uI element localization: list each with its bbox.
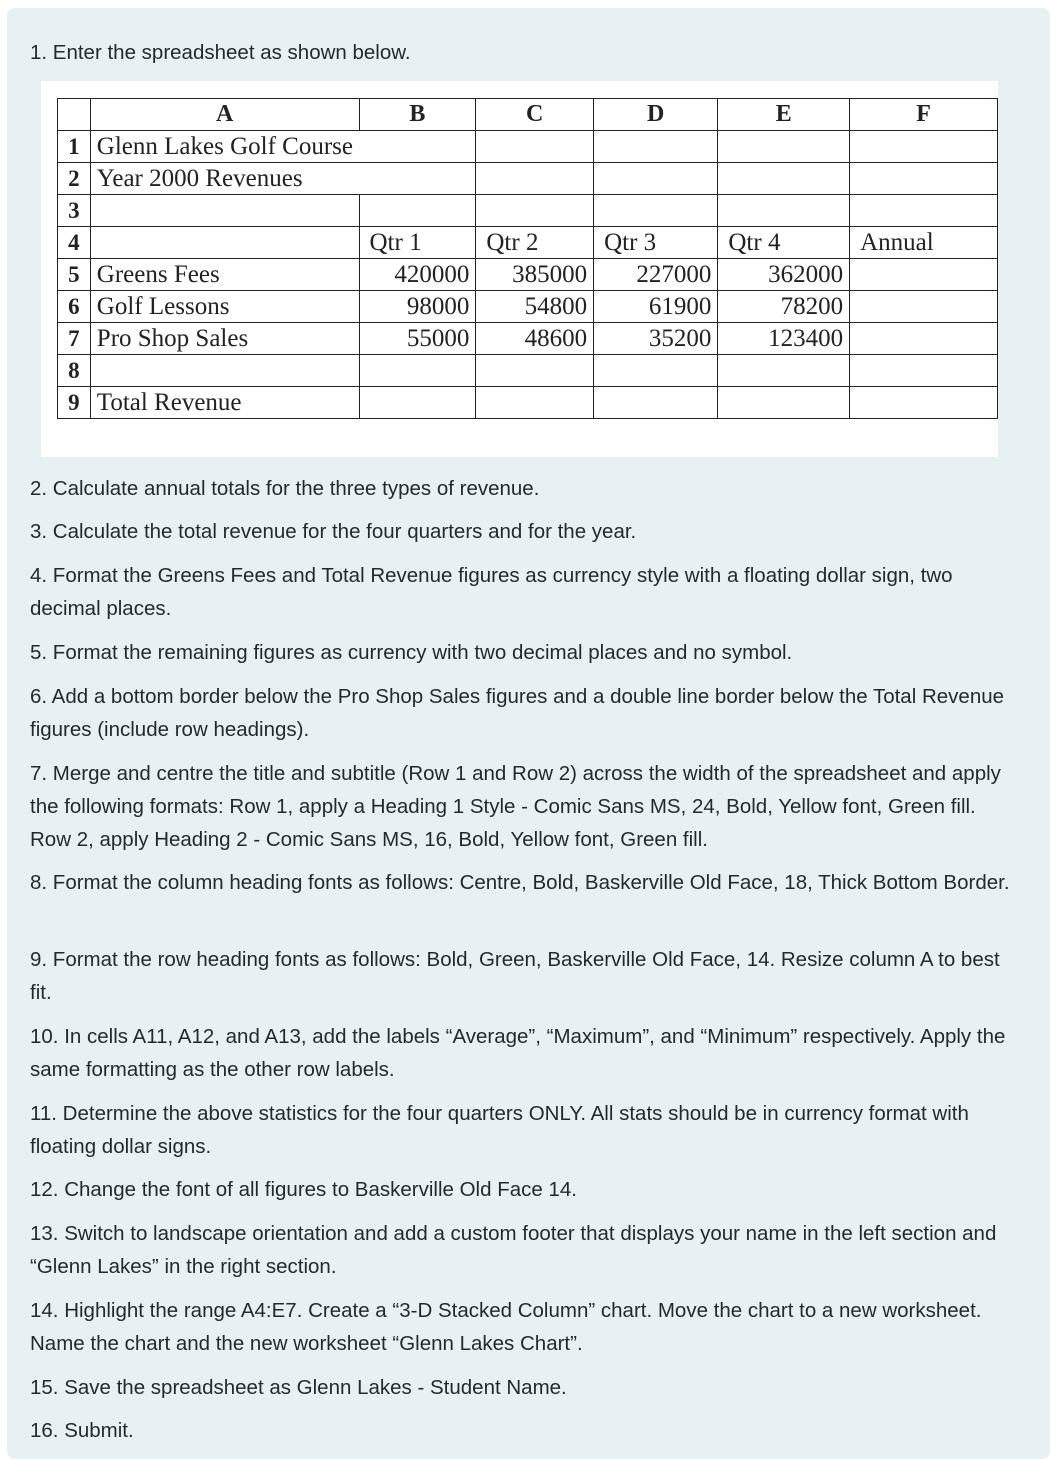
cell-f9 — [850, 387, 998, 419]
row-header: 2 — [58, 163, 91, 195]
cell-b2 — [359, 163, 476, 195]
cell-f2 — [850, 163, 998, 195]
cell-f1 — [850, 131, 998, 163]
cell-f3 — [850, 195, 998, 227]
row-header: 4 — [58, 227, 91, 259]
cell-a2: Year 2000 Revenues — [90, 163, 359, 195]
cell-f6 — [850, 291, 998, 323]
row-header: 5 — [58, 259, 91, 291]
row-header: 8 — [58, 355, 91, 387]
cell-b8 — [359, 355, 476, 387]
cell-e9 — [718, 387, 850, 419]
cell-a8 — [90, 355, 359, 387]
column-header-f: F — [850, 99, 998, 131]
column-header-row — [58, 99, 998, 131]
cell-c2 — [476, 163, 594, 195]
row-header: 3 — [58, 195, 91, 227]
cell-a6: Golf Lessons — [90, 291, 359, 323]
row-header: 6 — [58, 291, 91, 323]
step-15: 15. Save the spreadsheet as Glenn Lakes - Student Name. — [30, 1376, 567, 1399]
cell-f7 — [850, 323, 998, 355]
step-13: 13. Switch to landscape orientation and add a custom footer that displays your name in the left section and “Glenn Lakes” in the right section. — [30, 1222, 997, 1278]
cell-a5: Greens Fees — [90, 259, 359, 291]
cell-f8 — [850, 355, 998, 387]
cell-d2 — [594, 163, 718, 195]
cell-a1: Glenn Lakes Golf Course — [90, 131, 359, 163]
sheet-row — [58, 291, 998, 323]
cell-c3 — [476, 195, 594, 227]
cell-e5: 362000 — [718, 259, 850, 291]
cell-f5 — [850, 259, 998, 291]
cell-b6: 98000 — [359, 291, 476, 323]
cell-a7: Pro Shop Sales — [90, 323, 359, 355]
cell-d8 — [594, 355, 718, 387]
cell-e8 — [718, 355, 850, 387]
sheet-row — [58, 131, 998, 163]
sheet-row — [58, 387, 998, 419]
step-10: 10. In cells A11, A12, and A13, add the labels “Average”, “Maximum”, and “Minimum” respectively. Apply the same formatting as the other row labels. — [30, 1025, 1006, 1081]
column-header-b: B — [359, 99, 476, 131]
column-header-e: E — [718, 99, 850, 131]
step-14: 14. Highlight the range A4:E7. Create a “3-D Stacked Column” chart. Move the chart to a new worksheet. Name the chart and the new worksheet “Glenn Lakes Chart”. — [30, 1299, 982, 1355]
cell-b7: 55000 — [359, 323, 476, 355]
step-6: 6. Add a bottom border below the Pro Shop Sales figures and a double line border below the Total Revenue figures (include row headings). — [30, 685, 1005, 741]
cell-c5: 385000 — [476, 259, 594, 291]
cell-e1 — [718, 131, 850, 163]
step-7: 7. Merge and centre the title and subtitle (Row 1 and Row 2) across the width of the spreadsheet and apply the following formats: Row 1, apply a Heading 1 Style - Comic Sans MS, 24, Bold, Yellow font, Green fill. Row 2, apply Heading 2 - Comic Sans MS, 16, Bold, Yellow font, Green fill. — [30, 762, 1001, 851]
sheet-row — [58, 195, 998, 227]
step-4: 4. Format the Greens Fees and Total Revenue figures as currency style with a floating dollar sign, two decimal places. — [30, 564, 953, 620]
sheet-row — [58, 259, 998, 291]
step-8: 8. Format the column heading fonts as follows: Centre, Bold, Baskerville Old Face, 18, Thick Bottom Border. — [30, 871, 1010, 894]
cell-c7: 48600 — [476, 323, 594, 355]
cell-d1 — [594, 131, 718, 163]
cell-e4: Qtr 4 — [718, 227, 850, 259]
step-11: 11. Determine the above statistics for the four quarters ONLY. All stats should be in currency format with floating dollar signs. — [30, 1102, 969, 1158]
cell-b1 — [359, 131, 476, 163]
cell-d6: 61900 — [594, 291, 718, 323]
spreadsheet-image — [41, 81, 998, 457]
sheet-row — [58, 323, 998, 355]
row-header: 7 — [58, 323, 91, 355]
step-16: 16. Submit. — [30, 1419, 134, 1442]
corner-cell — [58, 99, 91, 131]
cell-d3 — [594, 195, 718, 227]
column-header-d: D — [594, 99, 718, 131]
step-5: 5. Format the remaining figures as currency with two decimal places and no symbol. — [30, 641, 793, 664]
cell-a9: Total Revenue — [90, 387, 359, 419]
cell-d7: 35200 — [594, 323, 718, 355]
cell-b9 — [359, 387, 476, 419]
sheet-row — [58, 227, 998, 259]
cell-d4: Qtr 3 — [594, 227, 718, 259]
row-header: 1 — [58, 131, 91, 163]
cell-b5: 420000 — [359, 259, 476, 291]
cell-b4: Qtr 1 — [359, 227, 476, 259]
cell-f4: Annual — [850, 227, 998, 259]
cell-e6: 78200 — [718, 291, 850, 323]
sheet-row — [58, 355, 998, 387]
cell-e7: 123400 — [718, 323, 850, 355]
column-header-a: A — [90, 99, 359, 131]
step-3: 3. Calculate the total revenue for the four quarters and for the year. — [30, 520, 637, 543]
column-header-c: C — [476, 99, 594, 131]
cell-b3 — [359, 195, 476, 227]
sheet-row — [58, 163, 998, 195]
spreadsheet-table — [57, 98, 998, 419]
cell-a4 — [90, 227, 359, 259]
step-9: 9. Format the row heading fonts as follows: Bold, Green, Baskerville Old Face, 14. Resize column A to best fit. — [30, 948, 1000, 1004]
row-header: 9 — [58, 387, 91, 419]
cell-d9 — [594, 387, 718, 419]
step-1: 1. Enter the spreadsheet as shown below. — [30, 41, 411, 64]
step-2: 2. Calculate annual totals for the three types of revenue. — [30, 477, 540, 500]
cell-d5: 227000 — [594, 259, 718, 291]
cell-c8 — [476, 355, 594, 387]
cell-e2 — [718, 163, 850, 195]
step-12: 12. Change the font of all figures to Baskerville Old Face 14. — [30, 1178, 577, 1201]
cell-c1 — [476, 131, 594, 163]
cell-c4: Qtr 2 — [476, 227, 594, 259]
cell-e3 — [718, 195, 850, 227]
cell-a3 — [90, 195, 359, 227]
cell-c9 — [476, 387, 594, 419]
cell-c6: 54800 — [476, 291, 594, 323]
